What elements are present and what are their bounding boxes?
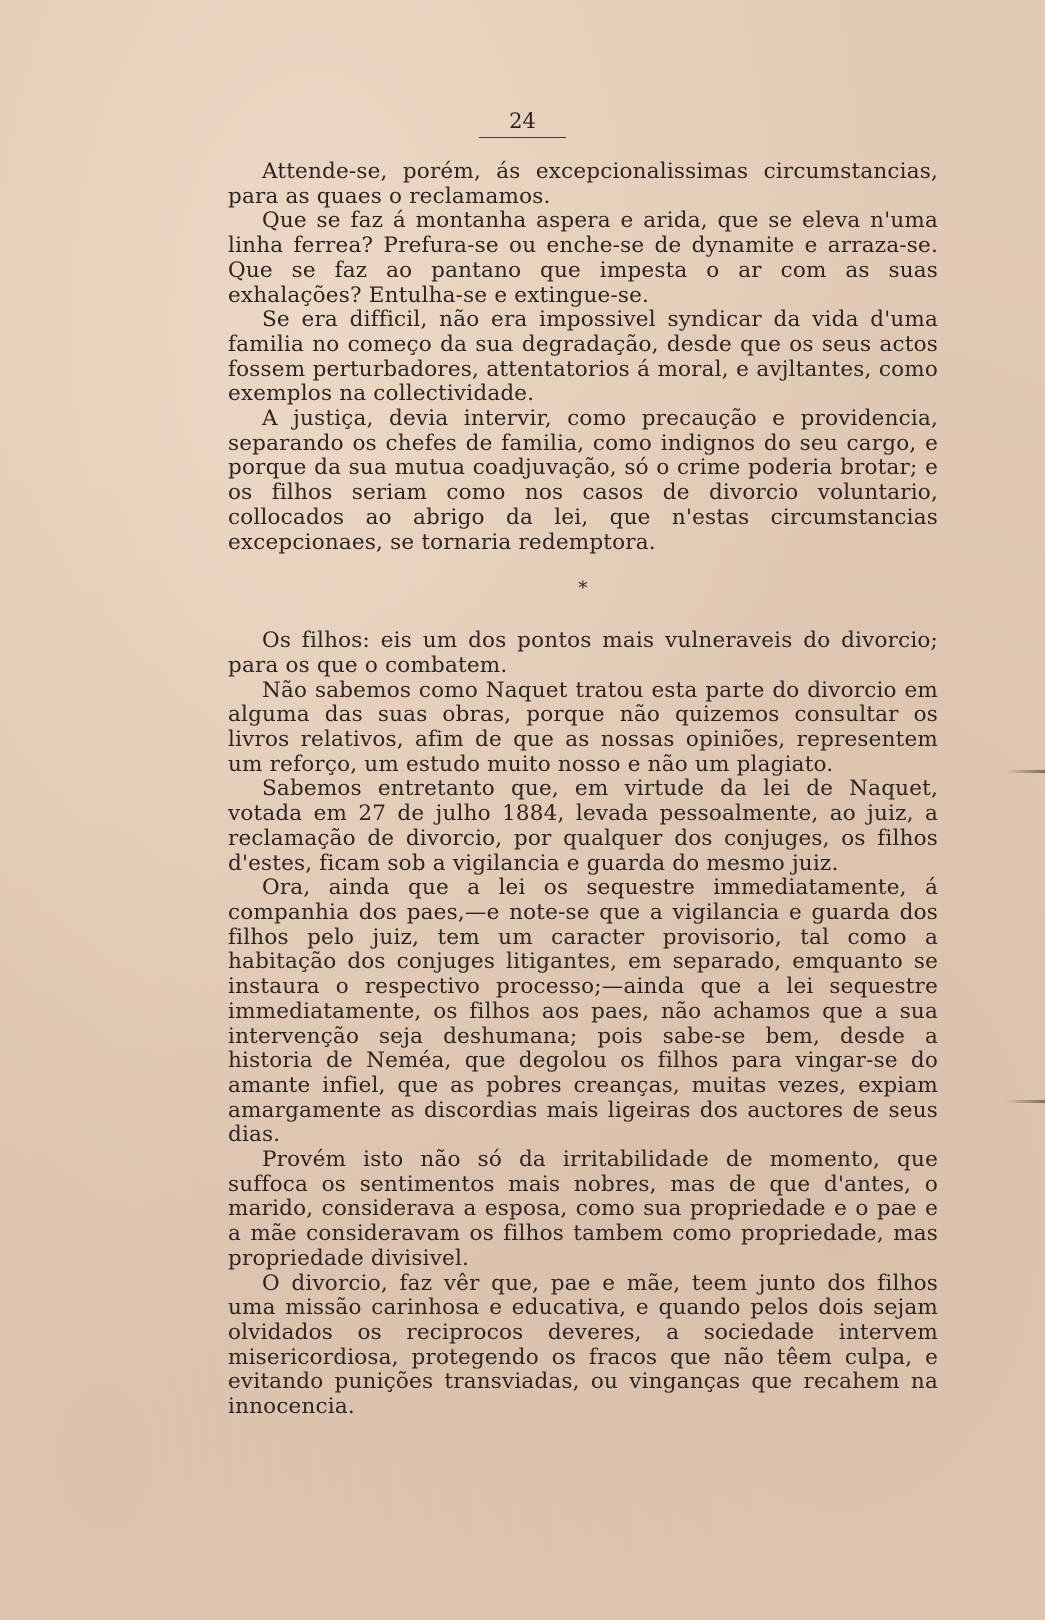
page-number: 24 bbox=[479, 108, 566, 138]
paragraph: Que se faz á montanha aspera e arida, que se eleva n'uma linha ferrea? Prefura-se ou enche-se de dynamite e arraza-se. Que se faz ao pantano que impesta o ar com as suas exhalações? Entulha-se e extingue-se. bbox=[228, 208, 938, 308]
paragraph: Não sabemos como Naquet tratou esta parte do divorcio em alguma das suas obras, porque não quizemos consultar os livros relativos, afim de que as nossas opiniões, representem um reforço, um estudo muito nosso e não um plagiato. bbox=[228, 677, 938, 777]
section-ornament: * bbox=[578, 578, 588, 600]
page-header bbox=[0, 108, 1045, 138]
paragraph: Attende-se, porém, ás excepcionalissimas circumstancias, para as quaes o reclamamos. bbox=[228, 159, 938, 209]
paragraph: A justiça, devia intervir, como precaução e providencia, separando os chefes de familia, como indignos do seu cargo, e porque da sua mutua coadjuvação, só o crime poderia brotar; e os filhos seriam como nos casos de divorcio voluntario, collocados ao abrigo da lei, que n'estas circumstancias excepcionaes, se tornaria redemptora. bbox=[228, 406, 938, 555]
page-edge-mark bbox=[1005, 770, 1045, 773]
paragraph: Provém isto não só da irritabilidade de momento, que suffoca os sentimentos mais nobres, mas de que d'antes, o marido, considerava a esposa, como sua propriedade e o pae e a mãe consideravam os filhos tambem como propriedade, mas propriedade divisivel. bbox=[228, 1147, 938, 1271]
paragraph: Ora, ainda que a lei os sequestre immediatamente, á companhia dos paes,—e note-se que a vigilancia e guarda dos filhos pelo juiz, tem um caracter provisorio, tal como a habitação dos conjuges litigantes, em separado, emquanto se instaura o respectivo processo;—ainda que a lei sequestre immediatamente, os filhos aos paes, não achamos que a sua intervenção seja deshumana; pois sabe-se bem, desde a historia de Neméa, que degolou os filhos para vingar-se do amante infiel, que as pobres creanças, muitas vezes, expiam amargamente as discordias mais ligeiras dos auctores de seus dias. bbox=[228, 875, 938, 1148]
paragraph: Se era difficil, não era impossivel syndicar da vida d'uma familia no começo da sua degradação, desde que os seus actos fossem perturbadores, attentatorios á moral, e avjltantes, como exemplos na collectividade. bbox=[228, 307, 938, 407]
body-text bbox=[228, 160, 938, 1420]
paragraph: O divorcio, faz vêr que, pae e mãe, teem junto dos filhos uma missão carinhosa e educativa, e quando pelos dois sejam olvidados os reciprocos deveres, a sociedade intervem misericordiosa, protegendo os fracos que não têem culpa, e evitando punições transviadas, ou vinganças que recahem na innocencia. bbox=[228, 1270, 938, 1420]
paragraph: Os filhos: eis um dos pontos mais vulneraveis do divorcio; para os que o combatem. bbox=[228, 628, 938, 678]
page-edge-mark bbox=[1005, 1100, 1045, 1103]
paragraph: Sabemos entretanto que, em virtude da lei de Naquet, votada em 27 de julho 1884, levada pessoalmente, ao juiz, a reclamação de divorcio, por qualquer dos conjuges, os filhos d'estes, ficam sob a vigilancia e guarda do mesmo juiz. bbox=[228, 776, 938, 876]
